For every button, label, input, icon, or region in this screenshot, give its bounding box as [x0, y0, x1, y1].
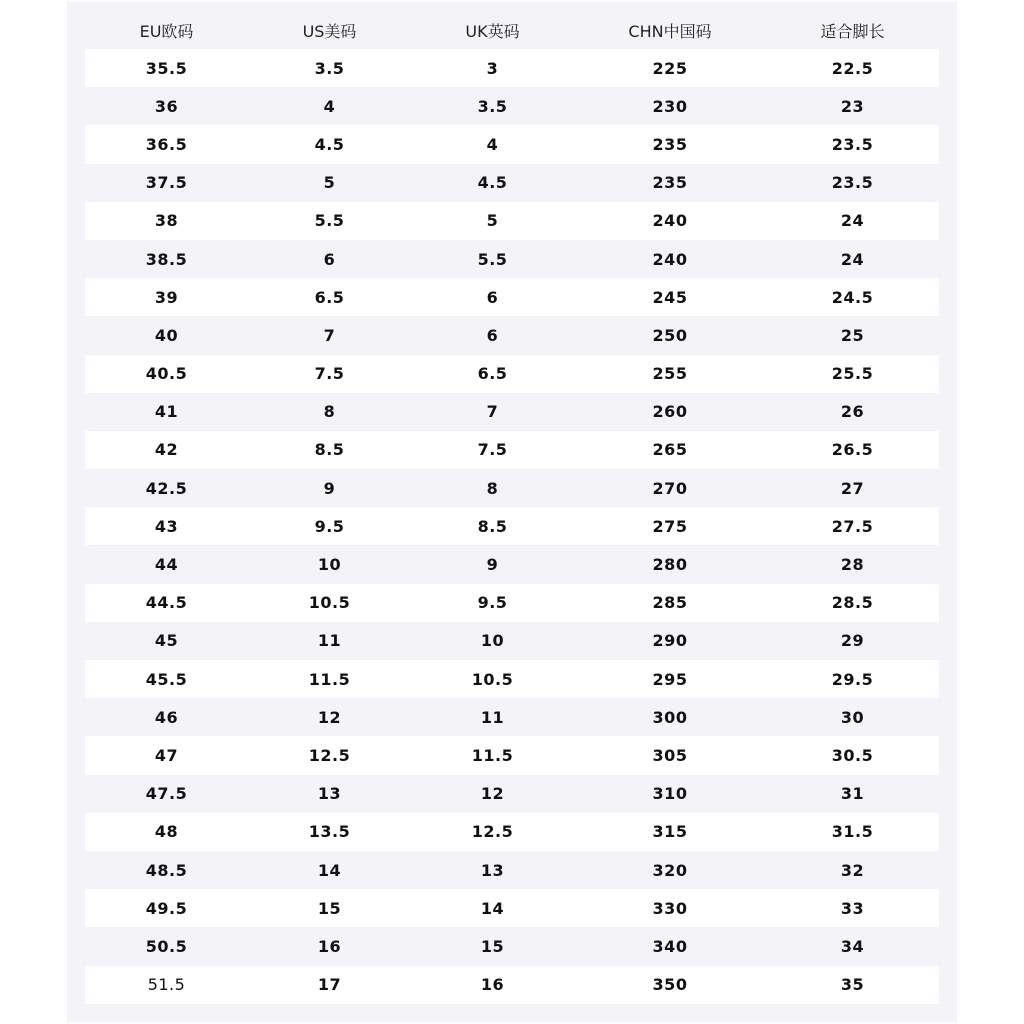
cell-eu: 38.5: [145, 249, 188, 269]
cell-foot-length: 28.5: [831, 593, 874, 613]
cell-uk: 5.5: [477, 249, 508, 269]
header-uk: UK英码: [465, 21, 520, 41]
cell-chn: 295: [652, 669, 688, 689]
cell-chn: 280: [652, 555, 688, 575]
cell-eu: 49.5: [145, 898, 188, 918]
cell-chn: 235: [652, 134, 688, 154]
table-row: [85, 889, 939, 927]
cell-uk: 9.5: [477, 593, 508, 613]
cell-foot-length: 35: [840, 975, 865, 995]
cell-eu: 35.5: [145, 58, 188, 78]
cell-us: 10.5: [308, 593, 351, 613]
cell-uk: 12.5: [471, 822, 514, 842]
cell-foot-length: 24: [840, 211, 865, 231]
size-chart-table: [85, 11, 939, 1004]
cell-eu: 48.5: [145, 860, 188, 880]
cell-eu: 47.5: [145, 784, 188, 804]
cell-foot-length: 27: [840, 478, 865, 498]
cell-foot-length: 28: [840, 555, 865, 575]
cell-eu: 36.5: [145, 134, 188, 154]
cell-us: 8: [323, 402, 336, 422]
table-row: [85, 698, 939, 736]
cell-foot-length: 26: [840, 402, 865, 422]
cell-us: 13: [317, 784, 342, 804]
cell-uk: 4: [486, 134, 499, 154]
cell-us: 15: [317, 898, 342, 918]
cell-chn: 260: [652, 402, 688, 422]
cell-us: 13.5: [308, 822, 351, 842]
cell-foot-length: 27.5: [831, 516, 874, 536]
cell-us: 7.5: [314, 364, 345, 384]
cell-foot-length: 22.5: [831, 58, 874, 78]
table-row: [85, 927, 939, 965]
cell-eu: 51.5: [147, 975, 186, 995]
cell-foot-length: 23: [840, 96, 865, 116]
header-eu: EU欧码: [139, 21, 194, 41]
cell-eu: 42: [154, 440, 179, 460]
cell-uk: 13: [480, 860, 505, 880]
cell-uk: 8.5: [477, 516, 508, 536]
cell-uk: 12: [480, 784, 505, 804]
cell-foot-length: 24: [840, 249, 865, 269]
table-row: [85, 164, 939, 202]
cell-us: 5: [323, 173, 336, 193]
table-row: [85, 966, 939, 1004]
cell-chn: 250: [652, 325, 688, 345]
cell-eu: 47: [154, 745, 179, 765]
cell-foot-length: 23.5: [831, 134, 874, 154]
cell-us: 6: [323, 249, 336, 269]
cell-chn: 235: [652, 173, 688, 193]
cell-uk: 3.5: [477, 96, 508, 116]
cell-uk: 7: [486, 402, 499, 422]
cell-uk: 4.5: [477, 173, 508, 193]
cell-us: 12.5: [308, 745, 351, 765]
table-row: [85, 775, 939, 813]
cell-chn: 290: [652, 631, 688, 651]
cell-chn: 240: [652, 211, 688, 231]
cell-us: 4: [323, 96, 336, 116]
cell-foot-length: 25.5: [831, 364, 874, 384]
table-row: [85, 584, 939, 622]
table-row: [85, 736, 939, 774]
cell-foot-length: 26.5: [831, 440, 874, 460]
cell-us: 7: [323, 325, 336, 345]
cell-foot-length: 30.5: [831, 745, 874, 765]
cell-chn: 240: [652, 249, 688, 269]
cell-uk: 11.5: [471, 745, 514, 765]
table-row: [85, 125, 939, 163]
cell-uk: 7.5: [477, 440, 508, 460]
table-row: [85, 355, 939, 393]
cell-chn: 305: [652, 745, 688, 765]
table-row: [85, 316, 939, 354]
cell-us: 17: [317, 975, 342, 995]
cell-uk: 10: [480, 631, 505, 651]
cell-eu: 38: [154, 211, 179, 231]
table-row: [85, 813, 939, 851]
cell-eu: 40: [154, 325, 179, 345]
cell-uk: 10.5: [471, 669, 514, 689]
cell-us: 5.5: [314, 211, 345, 231]
table-row: [85, 202, 939, 240]
cell-us: 8.5: [314, 440, 345, 460]
header-us: US美码: [302, 21, 357, 41]
table-row: [85, 393, 939, 431]
cell-chn: 320: [652, 860, 688, 880]
table-row: [85, 851, 939, 889]
header-foot-length: 适合脚长: [820, 21, 885, 41]
cell-chn: 340: [652, 936, 688, 956]
cell-uk: 3: [486, 58, 499, 78]
cell-eu: 45.5: [145, 669, 188, 689]
table-row: [85, 660, 939, 698]
cell-chn: 300: [652, 707, 688, 727]
cell-chn: 230: [652, 96, 688, 116]
cell-foot-length: 30: [840, 707, 865, 727]
table-row: [85, 545, 939, 583]
cell-foot-length: 31.5: [831, 822, 874, 842]
header-chn: CHN中国码: [628, 21, 712, 41]
cell-us: 9: [323, 478, 336, 498]
cell-foot-length: 25: [840, 325, 865, 345]
cell-uk: 11: [480, 707, 505, 727]
table-row: [85, 49, 939, 87]
cell-eu: 45: [154, 631, 179, 651]
cell-uk: 5: [486, 211, 499, 231]
cell-uk: 15: [480, 936, 505, 956]
cell-chn: 245: [652, 287, 688, 307]
cell-chn: 310: [652, 784, 688, 804]
cell-chn: 225: [652, 58, 688, 78]
cell-eu: 39: [154, 287, 179, 307]
cell-foot-length: 23.5: [831, 173, 874, 193]
cell-us: 14: [317, 860, 342, 880]
cell-foot-length: 24.5: [831, 287, 874, 307]
cell-chn: 350: [652, 975, 688, 995]
cell-foot-length: 33: [840, 898, 865, 918]
cell-foot-length: 31: [840, 784, 865, 804]
cell-chn: 255: [652, 364, 688, 384]
table-row: [85, 240, 939, 278]
table-row: [85, 507, 939, 545]
cell-us: 10: [317, 555, 342, 575]
table-row: [85, 278, 939, 316]
cell-us: 6.5: [314, 287, 345, 307]
cell-us: 16: [317, 936, 342, 956]
cell-us: 12: [317, 707, 342, 727]
cell-chn: 270: [652, 478, 688, 498]
cell-eu: 43: [154, 516, 179, 536]
table-row: [85, 469, 939, 507]
cell-eu: 44.5: [145, 593, 188, 613]
cell-eu: 37.5: [145, 173, 188, 193]
cell-chn: 285: [652, 593, 688, 613]
cell-chn: 275: [652, 516, 688, 536]
cell-foot-length: 34: [840, 936, 865, 956]
cell-chn: 265: [652, 440, 688, 460]
cell-chn: 315: [652, 822, 688, 842]
cell-uk: 6.5: [477, 364, 508, 384]
cell-uk: 8: [486, 478, 499, 498]
cell-foot-length: 29.5: [831, 669, 874, 689]
cell-eu: 40.5: [145, 364, 188, 384]
cell-foot-length: 29: [840, 631, 865, 651]
table-row: [85, 87, 939, 125]
cell-uk: 16: [480, 975, 505, 995]
cell-eu: 44: [154, 555, 179, 575]
cell-us: 11: [317, 631, 342, 651]
cell-eu: 50.5: [145, 936, 188, 956]
cell-eu: 41: [154, 402, 179, 422]
cell-us: 3.5: [314, 58, 345, 78]
table-header: [85, 11, 939, 49]
cell-eu: 42.5: [145, 478, 188, 498]
cell-eu: 36: [154, 96, 179, 116]
cell-uk: 9: [486, 555, 499, 575]
table-row: [85, 622, 939, 660]
cell-uk: 6: [486, 287, 499, 307]
cell-uk: 6: [486, 325, 499, 345]
table-row: [85, 431, 939, 469]
cell-us: 11.5: [308, 669, 351, 689]
cell-us: 9.5: [314, 516, 345, 536]
cell-foot-length: 32: [840, 860, 865, 880]
cell-eu: 48: [154, 822, 179, 842]
cell-uk: 14: [480, 898, 505, 918]
cell-us: 4.5: [314, 134, 345, 154]
cell-eu: 46: [154, 707, 179, 727]
cell-chn: 330: [652, 898, 688, 918]
